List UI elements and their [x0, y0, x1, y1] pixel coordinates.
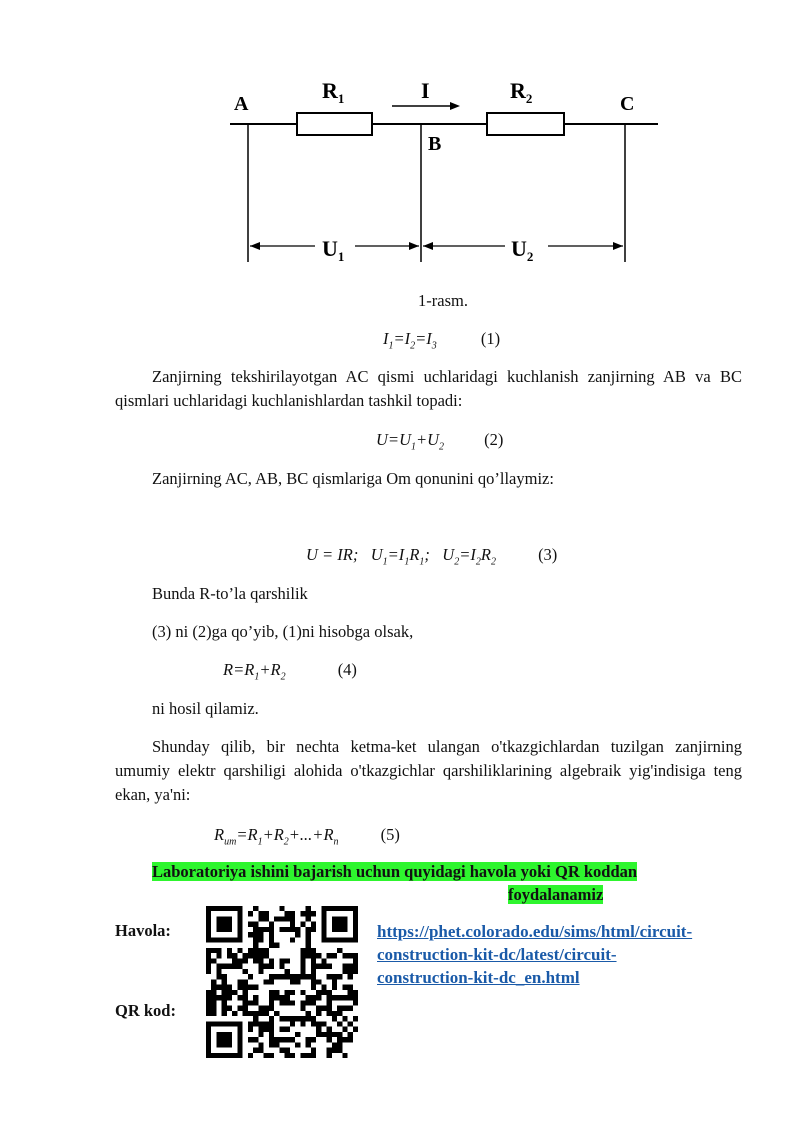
equation-1: $I_1=I_2=I_3$ (1): [383, 329, 501, 352]
phet-link[interactable]: [377, 920, 692, 989]
qr-code[interactable]: [206, 906, 358, 1058]
equation-4-number: (4): [337, 660, 357, 679]
current-arrowhead-icon: [450, 102, 460, 110]
qr-kod-label: QR kod:: [115, 1001, 176, 1020]
label-r2: $R_2$: [510, 78, 533, 106]
paragraph-voltage-sum: Zanjirning tekshirilayotgan AC qismi uchlaridagi kuchlanish zanjirning AB va BC qismlari uchlaridagi kuchlanishlardan tashkil topadi:: [115, 367, 742, 410]
resistor-r2: [487, 113, 564, 135]
circuit-diagram: [220, 70, 680, 270]
label-b: B: [428, 133, 442, 155]
phet-link-line2[interactable]: construction-kit-dc/latest/circuit-: [377, 945, 617, 964]
lab-instruction-line2: foydalanamiz: [508, 885, 604, 904]
figure-caption: 1-rasm.: [418, 291, 468, 310]
paragraph-conclusion: Shunday qilib, bir nechta ketma-ket ulangan o'tkazgichlardan tuzilgan zanjirning umumiy elektr qarshiligi alohida o'tkazgichlar qarshiliklarining algebraik yig'indisiga teng ekan, ya'ni:: [115, 737, 742, 804]
u1-arrow-right-icon: [409, 242, 419, 250]
havola-label: Havola:: [115, 921, 171, 940]
equation-3: U = IR; $U_1=I_1R_1$; $U_2=I_2R_2$ (3): [306, 545, 558, 568]
lab-instruction-line1: Laboratoriya ishini bajarish uchun quyidagi havola yoki QR koddan: [152, 862, 638, 881]
label-a: A: [234, 93, 249, 115]
phet-link-line3[interactable]: construction-kit-dc_en.html: [377, 968, 580, 987]
equation-5-number: (5): [380, 825, 400, 844]
equation-3-number: (3): [538, 545, 558, 564]
equation-2: $U=U_1+U_2$ (2): [376, 430, 504, 453]
equation-2-number: (2): [484, 430, 504, 449]
u2-arrow-left-icon: [423, 242, 433, 250]
resistor-r1: [297, 113, 372, 135]
paragraph-total-resistance: Bunda R-to’la qarshilik: [152, 584, 308, 603]
phet-link-line1[interactable]: https://phet.colorado.edu/sims/html/circuit-: [377, 922, 693, 941]
paragraph-substitute: (3) ni (2)ga qo’yib, (1)ni hisobga olsak,: [152, 622, 414, 641]
label-c: C: [620, 93, 635, 115]
paragraph-ohm-law: Zanjirning AC, AB, BC qismlariga Om qonunini qo’llaymiz:: [152, 469, 554, 488]
label-u2: $U_2$: [511, 236, 534, 264]
u2-arrow-right-icon: [613, 242, 623, 250]
label-r1: $R_1$: [322, 78, 345, 106]
paragraph-result: ni hosil qilamiz.: [152, 699, 259, 718]
label-u1: $U_1$: [322, 236, 345, 264]
label-i: I: [421, 78, 430, 103]
equation-1-number: (1): [480, 329, 501, 348]
u1-arrow-left-icon: [250, 242, 260, 250]
equation-4: $R=R_1+R_2$ (4): [223, 660, 357, 683]
equation-5: $R_{um}=R_1+R_2+...+R_n$ (5): [214, 825, 400, 848]
